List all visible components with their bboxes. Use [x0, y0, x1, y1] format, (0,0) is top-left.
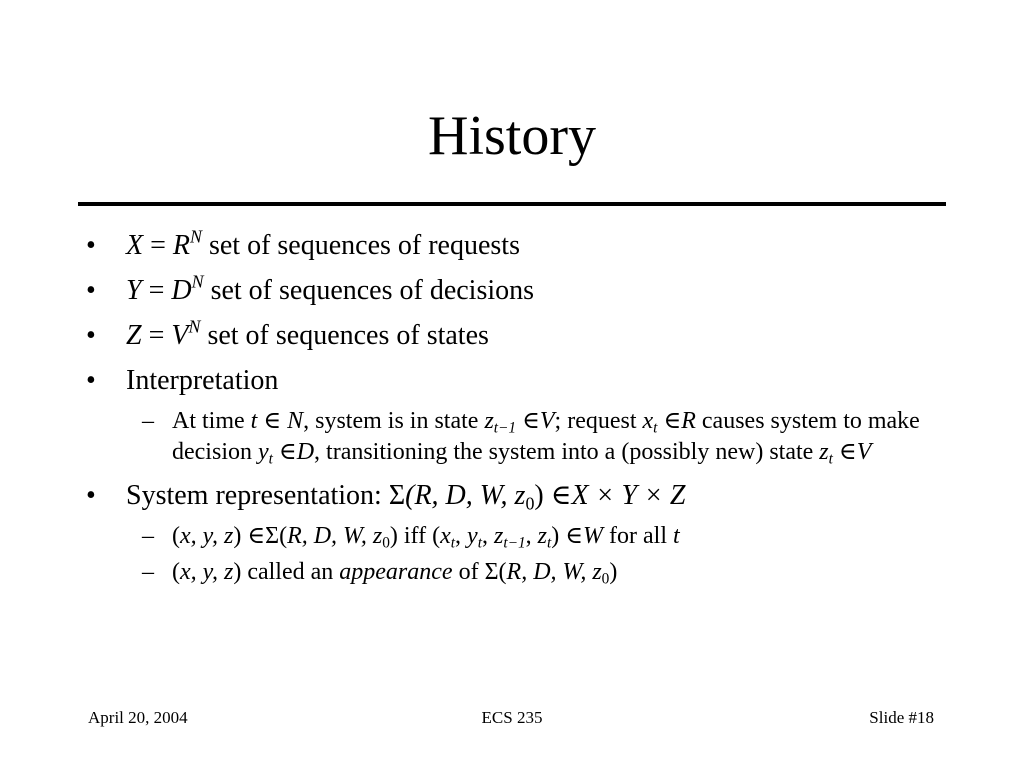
- symbol-z: z: [537, 523, 547, 549]
- text-segment: , system is in state: [303, 408, 485, 434]
- bullet-interpretation: [86, 361, 936, 401]
- sub-bullet-mark: –: [142, 523, 154, 549]
- subscript-0: 0: [382, 534, 390, 552]
- symbol-t: t: [250, 408, 258, 434]
- comma: ,: [525, 523, 538, 549]
- slide-title: History: [428, 105, 596, 167]
- sigma-symbol: Σ: [388, 480, 406, 511]
- text-segment: ; request: [554, 408, 643, 434]
- bullet-mark: •: [86, 365, 96, 396]
- element-of: ∈: [832, 439, 857, 465]
- cartesian-product: X × Y × Z: [571, 480, 686, 511]
- symbol-t: t: [673, 523, 680, 549]
- sub-bullet-mark: –: [142, 559, 154, 585]
- symbol-z: z: [484, 408, 494, 434]
- close-paren: ): [233, 523, 242, 549]
- bullet-label: System representation:: [126, 480, 389, 511]
- sub-bullet-appearance: [86, 557, 936, 588]
- bullet-decisions: [86, 271, 936, 311]
- subscript-t: t: [450, 534, 456, 552]
- subscript-t: t: [268, 450, 273, 468]
- footer-slide-number: Slide #18: [869, 708, 934, 727]
- comma: ,: [481, 523, 494, 549]
- equals: =: [143, 230, 173, 261]
- representation-sublist: [86, 521, 936, 588]
- interpretation-sublist: [86, 406, 936, 468]
- symbol-z: z: [493, 523, 504, 549]
- element-of: ∈: [543, 480, 572, 511]
- text-segment: , transitioning the system into a (possibly new) state: [314, 439, 820, 465]
- close-paren: ): [389, 523, 398, 549]
- open-paren: (: [172, 559, 180, 585]
- bullet-mark: •: [86, 480, 96, 511]
- bullet-mark: •: [86, 230, 96, 261]
- subscript-0: 0: [525, 493, 535, 514]
- sub-bullet-mark: –: [142, 408, 154, 434]
- for-all-text: for all: [603, 523, 673, 549]
- exponent-n: N: [190, 226, 202, 247]
- bullet-mark: •: [86, 320, 96, 351]
- symbol-x: x: [440, 523, 451, 549]
- bullet-label: Interpretation: [126, 365, 279, 396]
- tuple-xyz: x, y, z: [180, 523, 234, 549]
- sub-bullet-interpretation: [86, 406, 936, 468]
- symbol-r: R: [172, 230, 191, 261]
- close-paren: ): [551, 523, 560, 549]
- equals: =: [141, 275, 172, 306]
- subscript-t: t: [477, 534, 482, 552]
- symbol-r: R: [681, 408, 696, 434]
- subscript-t: t: [653, 419, 658, 437]
- symbol-d: D: [296, 439, 315, 465]
- symbol-x: X: [126, 230, 144, 261]
- sigma-arguments: R, D, W, z: [506, 559, 602, 585]
- symbol-v: V: [539, 408, 555, 434]
- open-paren: (: [172, 523, 180, 549]
- symbol-y: y: [257, 439, 269, 465]
- title-divider: [78, 202, 946, 206]
- footer-date: April 20, 2004: [88, 708, 188, 727]
- element-of: ∈: [257, 408, 288, 434]
- symbol-d: D: [171, 275, 192, 306]
- symbol-z: z: [819, 439, 829, 465]
- element-of: ∈: [657, 408, 682, 434]
- equals: =: [141, 320, 172, 351]
- exponent-n: N: [191, 271, 204, 292]
- close-paren: ): [233, 559, 242, 585]
- element-of: ∈: [272, 439, 297, 465]
- sigma-symbol: Σ(: [484, 559, 507, 585]
- bullet-mark: •: [86, 275, 96, 306]
- called-text: called an: [241, 559, 340, 585]
- subscript-t: t: [546, 534, 552, 552]
- symbol-y: y: [467, 523, 478, 549]
- bullet-states: [86, 316, 936, 356]
- element-of: ∈: [516, 408, 540, 434]
- term-appearance: appearance: [339, 559, 453, 585]
- sigma-arguments: R, D, W, z: [287, 523, 383, 549]
- subscript-t: t: [828, 450, 833, 468]
- bullet-system-representation: [86, 476, 936, 516]
- element-of: ∈: [241, 523, 266, 549]
- comma: ,: [455, 523, 468, 549]
- subscript-0: 0: [601, 570, 610, 588]
- symbol-x: x: [642, 408, 654, 434]
- symbol-v: V: [171, 320, 189, 351]
- subscript-t-minus-1: t−1: [503, 534, 526, 552]
- iff-text: iff (: [397, 523, 441, 549]
- close-paren: ): [609, 559, 618, 585]
- description: set of sequences of states: [200, 320, 489, 351]
- tuple-xyz: x, y, z: [180, 559, 234, 585]
- text-segment: causes system to make decision: [172, 408, 920, 465]
- bullet-requests: [86, 226, 936, 266]
- sigma-symbol: Σ(: [265, 523, 288, 549]
- footer-course: ECS 235: [481, 708, 543, 727]
- sub-bullet-membership: [86, 521, 936, 552]
- symbol-w: W: [583, 523, 604, 549]
- close-paren: ): [534, 480, 544, 511]
- subscript-t-minus-1: t−1: [493, 419, 517, 437]
- text-segment: At time: [172, 408, 251, 434]
- element-of: ∈: [559, 523, 584, 549]
- description: set of sequences of requests: [201, 230, 520, 261]
- sigma-arguments: (R, D, W, z: [405, 480, 526, 511]
- symbol-n: N: [287, 408, 304, 434]
- description: set of sequences of decisions: [203, 275, 535, 306]
- symbol-z: Z: [126, 320, 142, 351]
- exponent-n: N: [188, 316, 201, 337]
- symbol-v: V: [856, 439, 872, 465]
- bullet-list: [86, 226, 936, 596]
- of-text: of: [452, 559, 485, 585]
- symbol-y: Y: [126, 275, 142, 306]
